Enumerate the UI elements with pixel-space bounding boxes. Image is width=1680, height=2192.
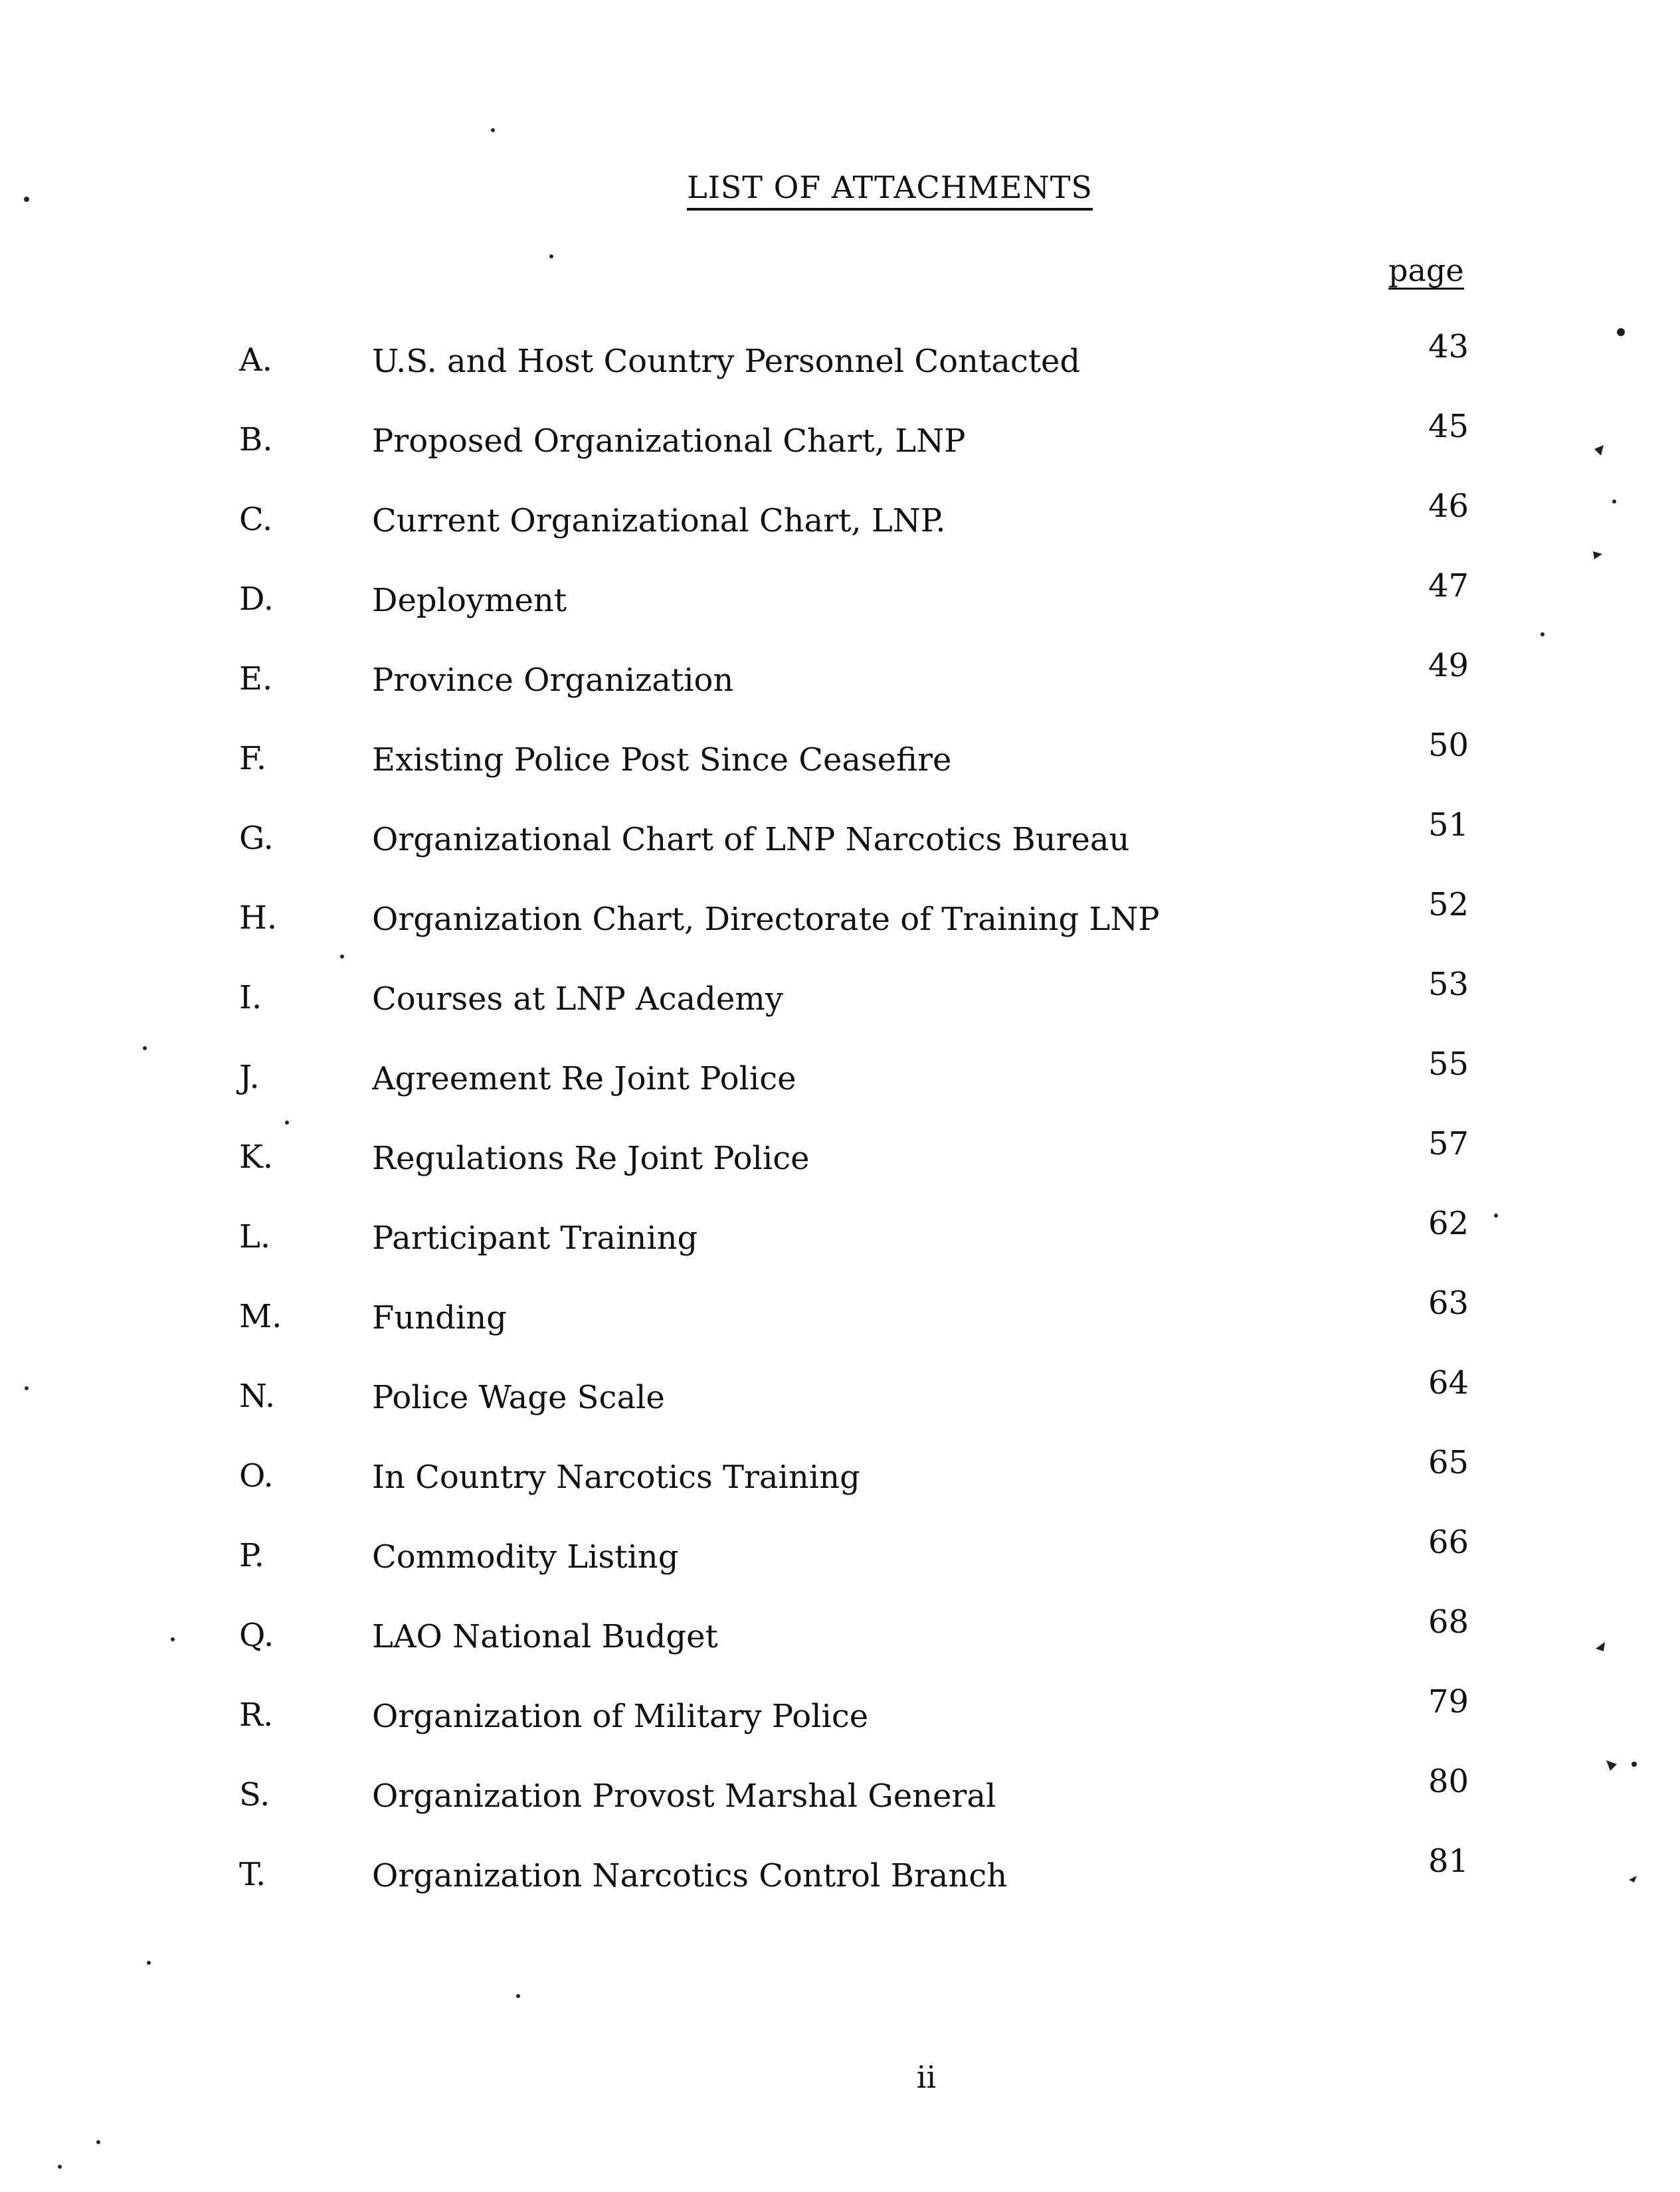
item-page: 52 [1428, 886, 1469, 923]
item-title: Organization Chart, Directorate of Training LNP [372, 901, 1160, 938]
item-page: 68 [1428, 1603, 1469, 1641]
item-title: Current Organizational Chart, LNP. [372, 502, 946, 539]
item-title: Participant Training [372, 1220, 698, 1257]
item-title: Courses at LNP Academy [372, 980, 783, 1018]
item-letter: H. [239, 899, 278, 937]
item-title: Organization of Military Police [372, 1698, 869, 1735]
item-page: 66 [1428, 1524, 1469, 1561]
item-page: 53 [1428, 966, 1469, 1003]
item-page: 49 [1428, 647, 1469, 684]
item-title: Deployment [372, 582, 567, 619]
item-page: 65 [1428, 1444, 1469, 1481]
item-title: Province Organization [372, 662, 734, 699]
item-letter: B. [239, 421, 273, 458]
item-page: 81 [1428, 1843, 1469, 1880]
item-letter: P. [239, 1537, 264, 1574]
item-title: Funding [372, 1299, 507, 1336]
item-letter: J. [239, 1059, 260, 1096]
item-title: Organizational Chart of LNP Narcotics Bureau [372, 821, 1130, 858]
item-page: 62 [1428, 1205, 1469, 1242]
item-title: Police Wage Scale [372, 1379, 665, 1416]
item-page: 63 [1428, 1285, 1469, 1322]
item-title: U.S. and Host Country Personnel Contacted [372, 343, 1081, 380]
item-letter: D. [239, 581, 274, 618]
item-letter: E. [239, 660, 273, 697]
item-letter: I. [239, 979, 262, 1016]
item-title: Organization Provost Marshal General [372, 1778, 996, 1815]
item-title: Commodity Listing [372, 1538, 679, 1576]
item-title: Existing Police Post Since Ceasefire [372, 741, 952, 778]
item-page: 46 [1428, 488, 1469, 525]
item-title: Regulations Re Joint Police [372, 1140, 810, 1177]
item-page: 47 [1428, 567, 1469, 604]
item-letter: N. [239, 1378, 276, 1415]
item-page: 43 [1428, 328, 1469, 365]
item-page: 55 [1428, 1046, 1469, 1083]
item-letter: Q. [239, 1617, 274, 1654]
item-title: Organization Narcotics Control Branch [372, 1857, 1008, 1894]
item-title: Agreement Re Joint Police [372, 1060, 796, 1097]
item-page: 45 [1428, 408, 1469, 445]
item-letter: K. [239, 1139, 274, 1176]
item-letter: G. [239, 820, 274, 857]
item-letter: R. [239, 1696, 274, 1734]
item-letter: F. [239, 740, 267, 777]
item-page: 50 [1428, 727, 1469, 764]
item-page: 57 [1428, 1125, 1469, 1162]
item-letter: T. [239, 1856, 266, 1893]
item-letter: A. [239, 341, 272, 379]
page-number-text: ii [916, 2059, 937, 2095]
page-column-header: page [1388, 252, 1464, 288]
item-page: 80 [1428, 1763, 1469, 1800]
item-letter: L. [239, 1218, 271, 1255]
item-letter: S. [239, 1776, 270, 1813]
item-letter: O. [239, 1457, 274, 1495]
item-title: Proposed Organizational Chart, LNP [372, 422, 966, 460]
item-title: In Country Narcotics Training [372, 1459, 860, 1496]
item-title: LAO National Budget [372, 1618, 718, 1655]
item-page: 51 [1428, 806, 1469, 844]
item-page: 79 [1428, 1683, 1469, 1720]
item-letter: M. [239, 1298, 282, 1335]
title-text: LIST OF ATTACHMENTS [687, 169, 1093, 211]
item-page: 64 [1428, 1364, 1469, 1402]
item-letter: C. [239, 501, 273, 538]
